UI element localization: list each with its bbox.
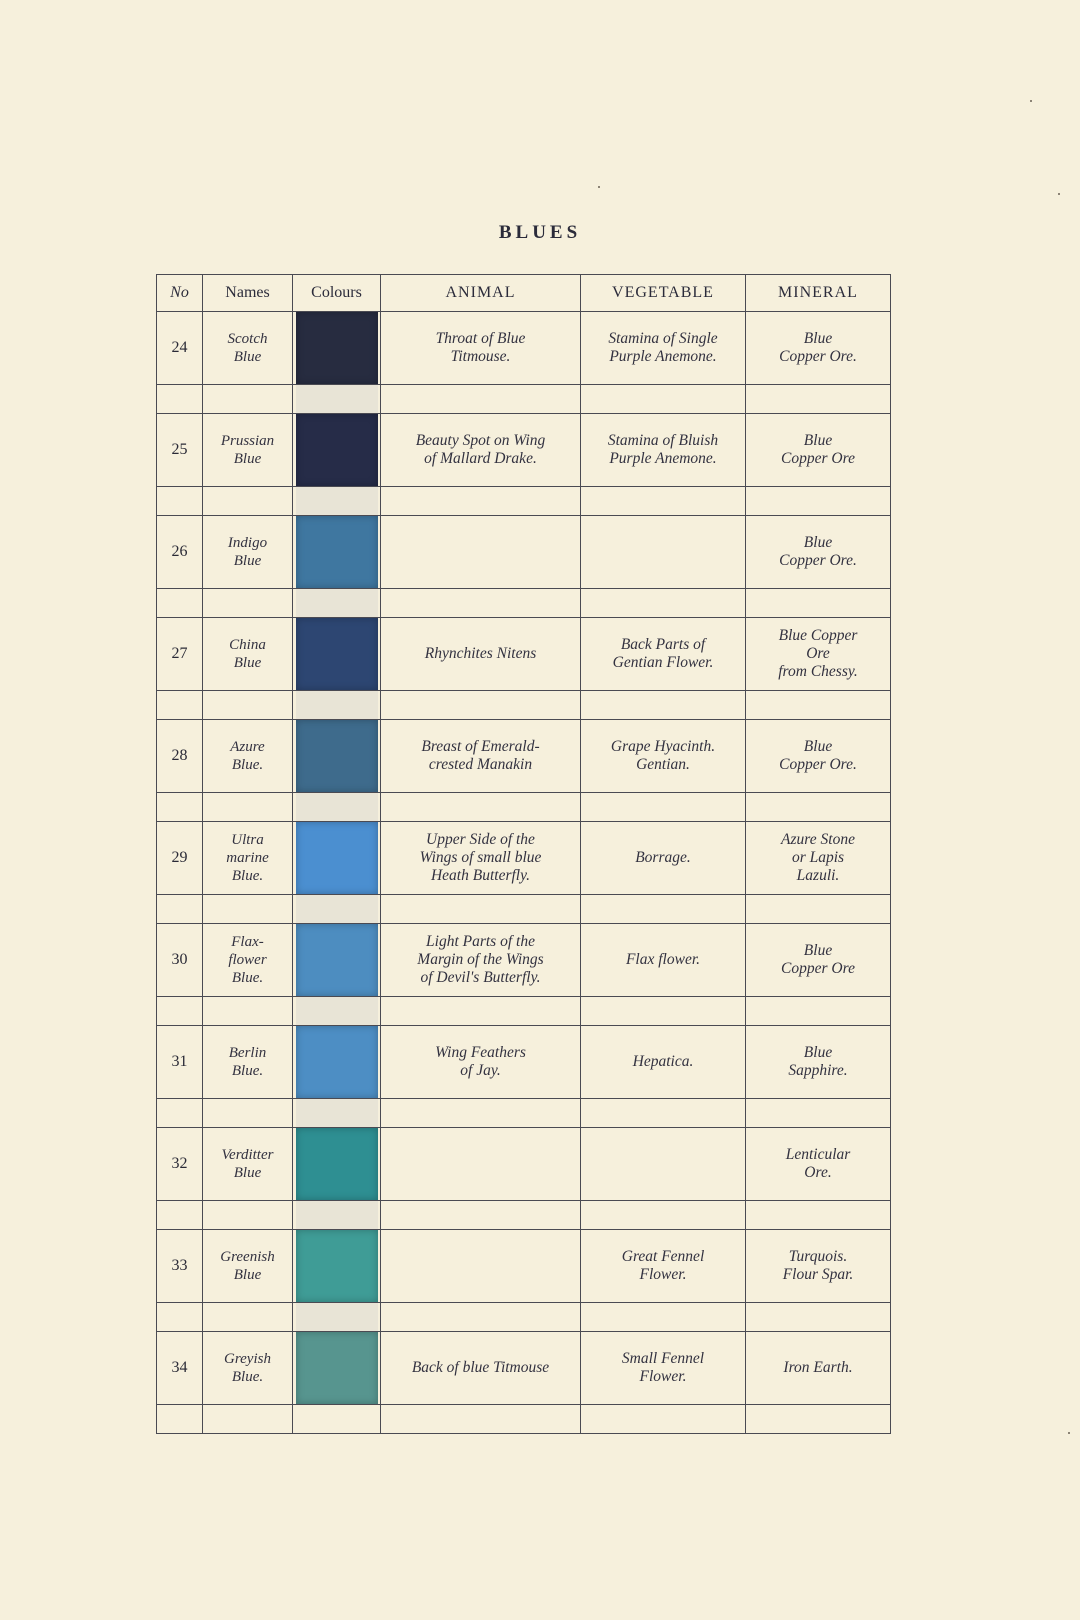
spacer-cell xyxy=(157,1201,203,1230)
swatch-gap xyxy=(296,793,378,821)
spacer-cell xyxy=(581,691,746,720)
mineral-example xyxy=(746,516,891,589)
animal-example-line: of Jay. xyxy=(460,1062,501,1079)
row-number: 27 xyxy=(157,618,203,691)
animal-example-line: Heath Butterfly. xyxy=(430,867,530,884)
spacer-cell xyxy=(203,1405,293,1434)
spacer-cell xyxy=(157,793,203,822)
swatch-gap xyxy=(296,487,378,515)
colour-name xyxy=(203,1230,293,1303)
table-row xyxy=(157,720,891,793)
swatch-gap xyxy=(296,1201,378,1229)
spacer-cell xyxy=(581,1201,746,1230)
colour-swatch xyxy=(296,1332,378,1404)
colour-swatch xyxy=(296,312,378,384)
colour-name-line: Blue. xyxy=(231,1063,264,1079)
colour-swatch xyxy=(296,1128,378,1200)
vegetable-example xyxy=(581,924,746,997)
colour-name-line: Greyish xyxy=(224,1351,271,1367)
row-number: 24 xyxy=(157,312,203,385)
paper-speck xyxy=(1068,1432,1070,1434)
mineral-example-line: Blue xyxy=(803,1044,833,1061)
colour-name-line: Blue. xyxy=(231,868,264,884)
spacer-cell xyxy=(581,793,746,822)
spacer-cell xyxy=(381,691,581,720)
swatch-gap xyxy=(296,1303,378,1331)
colour-name-line: Greenish xyxy=(220,1249,275,1265)
row-number: 33 xyxy=(157,1230,203,1303)
animal-example-line: Breast of Emerald- xyxy=(421,738,540,755)
row-number: 25 xyxy=(157,414,203,487)
colour-swatch xyxy=(296,822,378,894)
header-vegetable: VEGETABLE xyxy=(581,275,746,312)
spacer-cell xyxy=(293,1303,381,1332)
mineral-example xyxy=(746,720,891,793)
header-animal: ANIMAL xyxy=(381,275,581,312)
spacer-cell xyxy=(157,895,203,924)
mineral-example-line: Lenticular xyxy=(785,1146,851,1163)
colour-name-line: flower xyxy=(228,952,267,968)
colour-swatch xyxy=(296,1026,378,1098)
mineral-example-line: Copper Ore xyxy=(781,960,855,977)
colour-name-line: Blue xyxy=(233,1165,262,1181)
colour-name-line: Indigo xyxy=(227,535,268,551)
vegetable-example-line: Grape Hyacinth. xyxy=(610,738,716,755)
spacer-row xyxy=(157,1303,891,1332)
spacer-row xyxy=(157,793,891,822)
table-row xyxy=(157,312,891,385)
mineral-example-line: Lazuli. xyxy=(796,867,840,884)
spacer-cell xyxy=(203,385,293,414)
animal-example-line: Beauty Spot on Wing xyxy=(415,432,546,449)
spacer-cell xyxy=(157,691,203,720)
colour-swatch xyxy=(296,516,378,588)
mineral-example-line: Flour Spar. xyxy=(782,1266,854,1283)
animal-example xyxy=(381,1128,581,1201)
colour-name-line: Azure xyxy=(230,739,265,755)
spacer-cell xyxy=(157,997,203,1026)
spacer-cell xyxy=(293,1405,381,1434)
colour-name-line: Blue xyxy=(233,349,262,365)
table-row xyxy=(157,1230,891,1303)
spacer-cell xyxy=(381,895,581,924)
spacer-cell xyxy=(581,589,746,618)
colour-swatch xyxy=(296,924,378,996)
vegetable-example xyxy=(581,618,746,691)
colour-name-line: Verditter xyxy=(221,1147,274,1163)
vegetable-example xyxy=(581,720,746,793)
vegetable-example xyxy=(581,1332,746,1405)
spacer-cell xyxy=(381,793,581,822)
spacer-cell xyxy=(746,487,891,516)
spacer-cell xyxy=(203,1099,293,1128)
animal-example xyxy=(381,720,581,793)
colour-name xyxy=(203,1332,293,1405)
spacer-row xyxy=(157,1201,891,1230)
mineral-example-line: Sapphire. xyxy=(788,1062,848,1079)
spacer-cell xyxy=(293,691,381,720)
row-number: 32 xyxy=(157,1128,203,1201)
spacer-cell xyxy=(381,385,581,414)
mineral-example-line: Blue xyxy=(803,738,833,755)
vegetable-example-line: Gentian. xyxy=(636,756,690,773)
colour-cell xyxy=(293,924,381,997)
spacer-cell xyxy=(203,589,293,618)
vegetable-example-line: Purple Anemone. xyxy=(609,450,717,467)
vegetable-example xyxy=(581,516,746,589)
animal-example-line: Rhynchites Nitens xyxy=(424,645,537,662)
mineral-example-line: or Lapis xyxy=(791,849,845,866)
spacer-cell xyxy=(746,1099,891,1128)
swatch-gap xyxy=(296,385,378,413)
header-names: Names xyxy=(203,275,293,312)
colour-name-line: marine xyxy=(226,850,269,866)
colour-cell xyxy=(293,1332,381,1405)
spacer-cell xyxy=(381,589,581,618)
spacer-cell xyxy=(203,487,293,516)
vegetable-example xyxy=(581,414,746,487)
spacer-cell xyxy=(381,1099,581,1128)
colour-name-line: Blue xyxy=(233,1267,262,1283)
swatch-gap xyxy=(296,691,378,719)
vegetable-example-line: Stamina of Bluish xyxy=(607,432,719,449)
vegetable-example-line: Gentian Flower. xyxy=(612,654,714,671)
colour-name-line: China xyxy=(229,637,266,653)
colour-name xyxy=(203,1026,293,1099)
spacer-cell xyxy=(293,793,381,822)
animal-example xyxy=(381,1332,581,1405)
mineral-example xyxy=(746,1026,891,1099)
spacer-cell xyxy=(203,691,293,720)
spacer-cell xyxy=(157,385,203,414)
colour-cell xyxy=(293,720,381,793)
animal-example-line: Titmouse. xyxy=(450,348,511,365)
paper-speck xyxy=(1058,193,1060,195)
vegetable-example xyxy=(581,822,746,895)
spacer-cell xyxy=(581,1099,746,1128)
row-number: 30 xyxy=(157,924,203,997)
spacer-row xyxy=(157,691,891,720)
spacer-row xyxy=(157,385,891,414)
spacer-cell xyxy=(746,1303,891,1332)
spacer-row xyxy=(157,1405,891,1434)
table-row xyxy=(157,1332,891,1405)
colour-cell xyxy=(293,822,381,895)
colour-name xyxy=(203,414,293,487)
colour-name-line: Ultra xyxy=(231,832,264,848)
animal-example xyxy=(381,1026,581,1099)
spacer-cell xyxy=(293,997,381,1026)
spacer-cell xyxy=(746,1201,891,1230)
spacer-cell xyxy=(203,793,293,822)
colour-name-line: Blue xyxy=(233,553,262,569)
spacer-cell xyxy=(581,1405,746,1434)
mineral-example-line: Blue xyxy=(803,330,833,347)
vegetable-example-line: Stamina of Single xyxy=(608,330,718,347)
row-number: 34 xyxy=(157,1332,203,1405)
spacer-row xyxy=(157,1099,891,1128)
colour-name-line: Blue xyxy=(233,655,262,671)
colour-name-line: Berlin xyxy=(228,1045,267,1061)
header-row xyxy=(157,275,891,312)
spacer-row xyxy=(157,997,891,1026)
mineral-example-line: Copper Ore. xyxy=(779,756,857,773)
row-number: 26 xyxy=(157,516,203,589)
spacer-cell xyxy=(381,487,581,516)
spacer-cell xyxy=(746,385,891,414)
spacer-cell xyxy=(746,895,891,924)
spacer-cell xyxy=(746,1405,891,1434)
mineral-example xyxy=(746,1128,891,1201)
spacer-cell xyxy=(746,997,891,1026)
spacer-cell xyxy=(157,589,203,618)
animal-example xyxy=(381,924,581,997)
mineral-example-line: Blue xyxy=(803,534,833,551)
page-title: BLUES xyxy=(498,222,582,243)
colour-swatch xyxy=(296,414,378,486)
vegetable-example-line: Borrage. xyxy=(635,849,691,866)
paper-speck xyxy=(1030,100,1032,102)
table-row xyxy=(157,1128,891,1201)
colour-cell xyxy=(293,1128,381,1201)
spacer-cell xyxy=(746,589,891,618)
colour-cell xyxy=(293,1026,381,1099)
swatch-gap xyxy=(296,895,378,923)
spacer-cell xyxy=(581,895,746,924)
colour-swatch xyxy=(296,720,378,792)
spacer-cell xyxy=(203,1201,293,1230)
mineral-example-line: Blue Copper xyxy=(778,627,858,644)
mineral-example-line: Ore xyxy=(806,645,830,662)
animal-example-line: crested Manakin xyxy=(428,756,533,773)
mineral-example-line: Iron Earth. xyxy=(783,1359,853,1376)
vegetable-example xyxy=(581,1128,746,1201)
row-number: 28 xyxy=(157,720,203,793)
table-row xyxy=(157,516,891,589)
mineral-example xyxy=(746,312,891,385)
mineral-example-line: Turquois. xyxy=(788,1248,848,1265)
colour-cell xyxy=(293,618,381,691)
spacer-cell xyxy=(203,997,293,1026)
vegetable-example-line: Back Parts of xyxy=(620,636,706,653)
swatch-gap xyxy=(296,1099,378,1127)
colour-swatch xyxy=(296,618,378,690)
table-row xyxy=(157,618,891,691)
mineral-example-line: Copper Ore. xyxy=(779,552,857,569)
colour-cell xyxy=(293,1230,381,1303)
vegetable-example-line: Small Fennel xyxy=(621,1350,705,1367)
animal-example-line: Upper Side of the xyxy=(426,831,535,848)
spacer-cell xyxy=(381,1201,581,1230)
vegetable-example-line: Flax flower. xyxy=(625,951,701,968)
mineral-example xyxy=(746,1332,891,1405)
colour-cell xyxy=(293,516,381,589)
spacer-cell xyxy=(293,589,381,618)
mineral-example xyxy=(746,822,891,895)
colour-name-line: Prussian xyxy=(220,433,275,449)
header-colours: Colours xyxy=(293,275,381,312)
animal-example xyxy=(381,312,581,385)
colour-name xyxy=(203,924,293,997)
spacer-cell xyxy=(203,1303,293,1332)
swatch-gap xyxy=(296,589,378,617)
mineral-example xyxy=(746,618,891,691)
animal-example-line: Wings of small blue xyxy=(419,849,542,866)
spacer-cell xyxy=(293,1099,381,1128)
colour-name xyxy=(203,720,293,793)
mineral-example-line: Blue xyxy=(803,432,833,449)
spacer-cell xyxy=(157,487,203,516)
spacer-cell xyxy=(581,487,746,516)
header-mineral: MINERAL xyxy=(746,275,891,312)
row-number: 31 xyxy=(157,1026,203,1099)
table-row xyxy=(157,924,891,997)
mineral-example-line: Azure Stone xyxy=(781,831,855,848)
colour-name xyxy=(203,516,293,589)
spacer-cell xyxy=(157,1099,203,1128)
mineral-example-line: from Chessy. xyxy=(778,663,858,680)
animal-example-line: Throat of Blue xyxy=(435,330,526,347)
colour-name xyxy=(203,312,293,385)
colour-name-line: Blue. xyxy=(231,757,264,773)
animal-example xyxy=(381,822,581,895)
animal-example-line: Wing Feathers xyxy=(435,1044,526,1061)
row-number: 29 xyxy=(157,822,203,895)
table-body xyxy=(157,312,891,1434)
vegetable-example-line: Flower. xyxy=(639,1368,687,1385)
spacer-cell xyxy=(581,385,746,414)
table-row xyxy=(157,414,891,487)
colour-name xyxy=(203,1128,293,1201)
spacer-row xyxy=(157,487,891,516)
animal-example xyxy=(381,618,581,691)
animal-example-line: Margin of the Wings xyxy=(417,951,544,968)
spacer-cell xyxy=(293,487,381,516)
animal-example-line: Light Parts of the xyxy=(426,933,535,950)
vegetable-example-line: Great Fennel xyxy=(621,1248,705,1265)
colour-name xyxy=(203,618,293,691)
colour-name-line: Scotch xyxy=(227,331,268,347)
spacer-cell xyxy=(293,385,381,414)
animal-example xyxy=(381,414,581,487)
vegetable-example xyxy=(581,1026,746,1099)
mineral-example xyxy=(746,1230,891,1303)
spacer-cell xyxy=(157,1303,203,1332)
colour-table xyxy=(156,274,891,1434)
table-row xyxy=(157,1026,891,1099)
mineral-example-line: Copper Ore xyxy=(781,450,855,467)
colour-name-line: Blue. xyxy=(231,970,264,986)
vegetable-example-line: Hepatica. xyxy=(632,1053,694,1070)
spacer-cell xyxy=(381,997,581,1026)
vegetable-example xyxy=(581,1230,746,1303)
spacer-cell xyxy=(746,691,891,720)
paper-speck xyxy=(598,186,600,188)
spacer-cell xyxy=(157,1405,203,1434)
vegetable-example xyxy=(581,312,746,385)
animal-example-line: Back of blue Titmouse xyxy=(411,1359,550,1376)
mineral-example-line: Blue xyxy=(803,942,833,959)
animal-example xyxy=(381,516,581,589)
spacer-row xyxy=(157,895,891,924)
mineral-example-line: Copper Ore. xyxy=(779,348,857,365)
animal-example-line: of Mallard Drake. xyxy=(424,450,537,467)
animal-example xyxy=(381,1230,581,1303)
vegetable-example-line: Flower. xyxy=(639,1266,687,1283)
table-row xyxy=(157,822,891,895)
swatch-gap xyxy=(296,997,378,1025)
colour-name-line: Flax- xyxy=(231,934,264,950)
mineral-example xyxy=(746,924,891,997)
header-no: No xyxy=(157,275,203,312)
mineral-example-line: Ore. xyxy=(804,1164,832,1181)
colour-name-line: Blue xyxy=(233,451,262,467)
spacer-row xyxy=(157,589,891,618)
colour-name xyxy=(203,822,293,895)
spacer-cell xyxy=(293,1201,381,1230)
colour-name-line: Blue. xyxy=(231,1369,264,1385)
colour-swatch xyxy=(296,1230,378,1302)
spacer-cell xyxy=(381,1405,581,1434)
colour-cell xyxy=(293,414,381,487)
spacer-cell xyxy=(581,1303,746,1332)
spacer-cell xyxy=(203,895,293,924)
spacer-cell xyxy=(293,895,381,924)
animal-example-line: of Devil's Butterfly. xyxy=(420,969,541,986)
spacer-cell xyxy=(746,793,891,822)
spacer-cell xyxy=(581,997,746,1026)
vegetable-example-line: Purple Anemone. xyxy=(609,348,717,365)
spacer-cell xyxy=(381,1303,581,1332)
colour-cell xyxy=(293,312,381,385)
mineral-example xyxy=(746,414,891,487)
